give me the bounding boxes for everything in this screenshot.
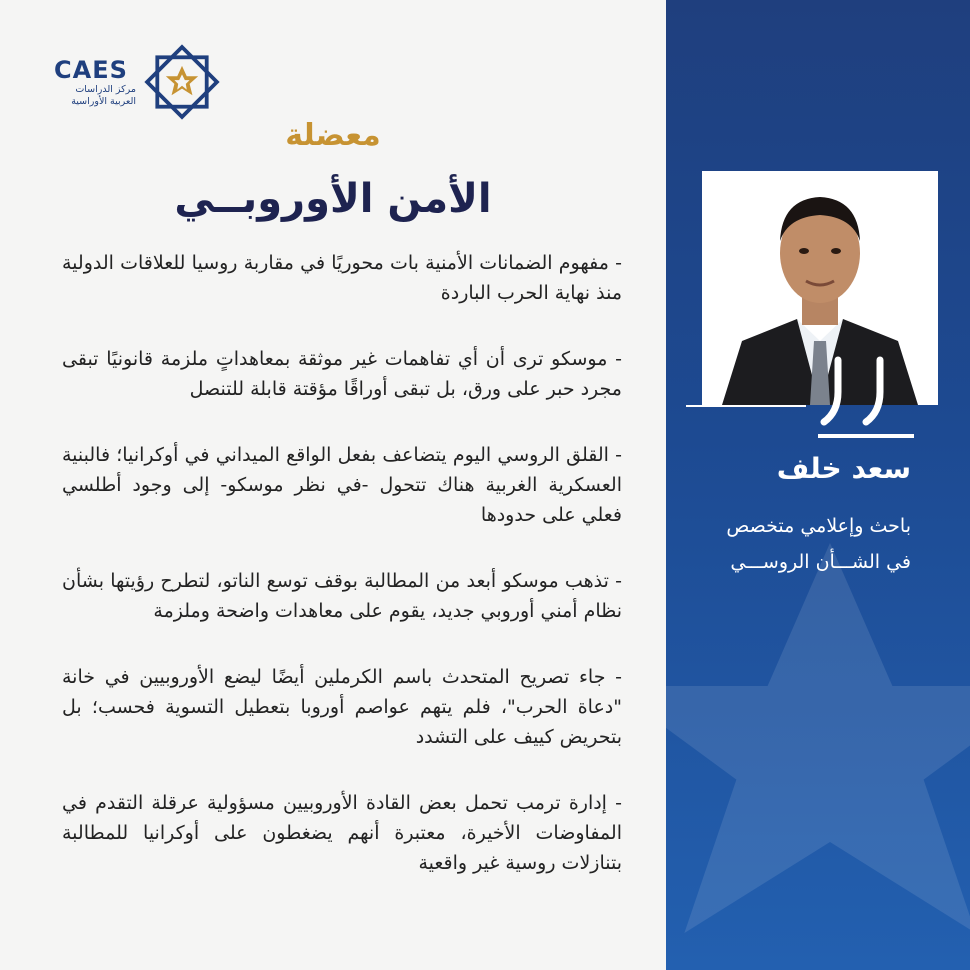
logo-text	[54, 56, 136, 108]
author-role-line-1: باحث وإعلامي متخصص	[726, 515, 911, 537]
logo-line-1: مركز الدراسات	[75, 84, 136, 95]
paragraph: - إدارة ترمب تحمل بعض القادة الأوروبيين مسؤولية عرقلة التقدم في المفاوضات الأخيرة، معتبرة أنهم يضغطون على أوكرانيا للمطالبة بتنازلات روسية غير واقعية	[62, 792, 622, 874]
brand-logo	[54, 44, 224, 120]
star-ornament-icon	[144, 44, 220, 120]
paragraph: - القلق الروسي اليوم يتضاعف بفعل الواقع الميداني في أوكرانيا؛ فالبنية العسكرية الغربية هناك تتحول -في نظر موسكو- إلى وجود أطلسي فعلي على حدودها	[62, 444, 622, 526]
author-panel	[666, 0, 970, 970]
title-kicker: معضلة	[285, 118, 381, 153]
article-body	[62, 248, 622, 914]
divider-line	[686, 405, 806, 407]
author-name: سعد خلف	[776, 452, 911, 485]
background-star-ornament	[666, 530, 970, 970]
quotation-marks-icon	[818, 352, 914, 438]
paragraph: - مفهوم الضمانات الأمنية بات محوريًا في مقاربة روسيا للعلاقات الدولية منذ نهاية الحرب الباردة	[62, 252, 622, 304]
author-role	[666, 508, 911, 580]
paragraph: - موسكو ترى أن أي تفاهمات غير موثقة بمعاهداتٍ ملزمة قانونيًا تبقى مجرد حبر على ورق، بل تبقى أوراقًا مؤقتة قابلة للتنصل	[62, 348, 622, 400]
logo-line-2: العربية الأوراسية	[71, 96, 136, 107]
page-title: الأمن الأوروبــي	[174, 176, 492, 222]
paragraph: - تذهب موسكو أبعد من المطالبة بوقف توسع الناتو، لتطرح رؤيتها بشأن نظام أمني أوروبي جديد، يقوم على معاهدات واضحة وملزمة	[62, 570, 622, 622]
logo-acronym: CAES	[54, 56, 128, 84]
author-role-line-2: في الشـــأن الروســـي	[730, 551, 911, 573]
paragraph: - جاء تصريح المتحدث باسم الكرملين أيضًا ليضع الأوروبيين في خانة "دعاة الحرب"، فلم يتهم عواصم أوروبا بتعطيل التسوية فحسب؛ بل بتحريض كييف على التشدد	[62, 666, 622, 748]
